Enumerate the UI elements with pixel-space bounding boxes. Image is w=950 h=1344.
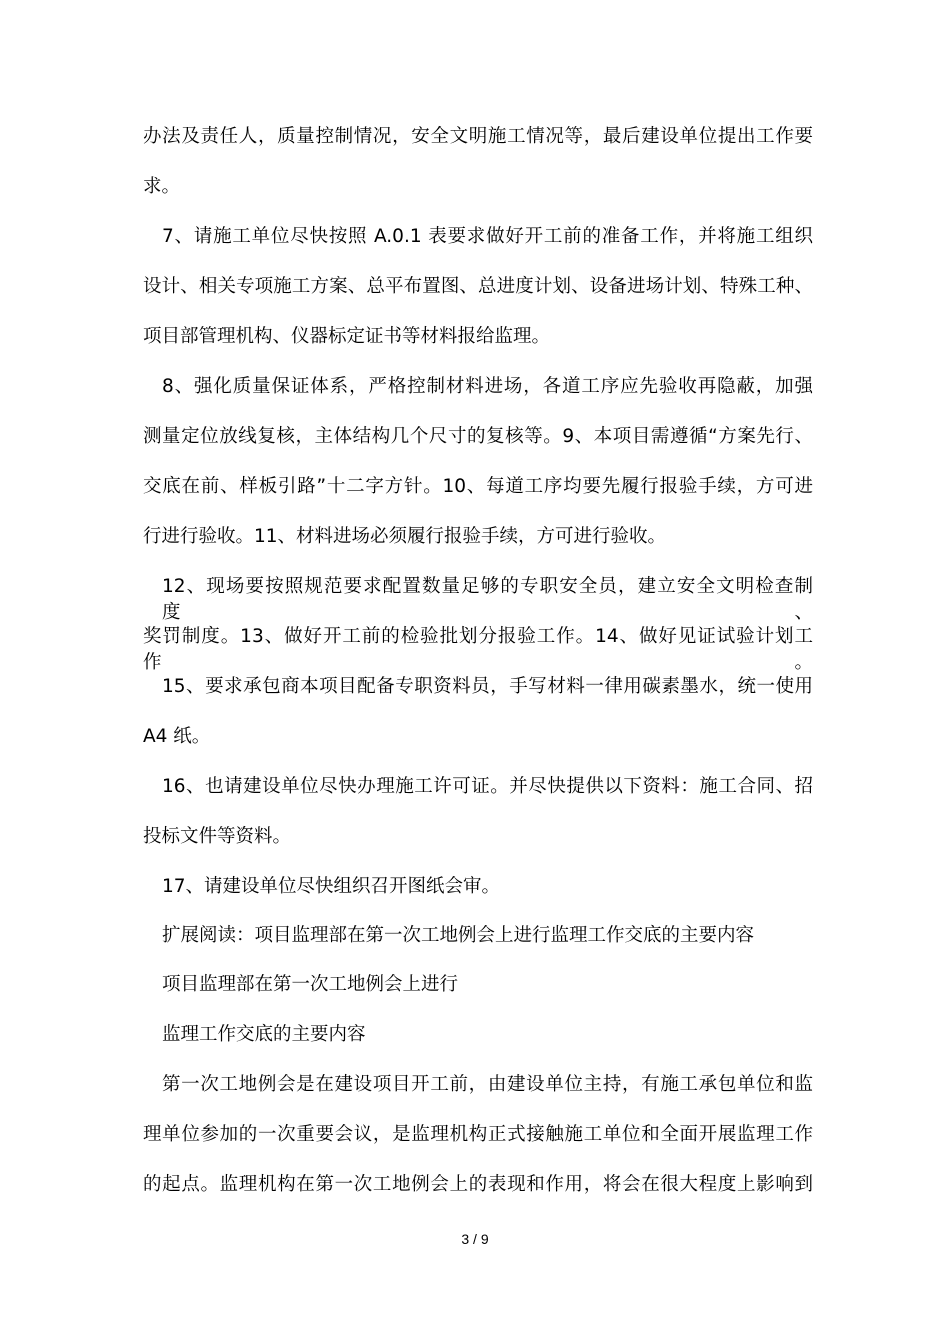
text-line: 投标文件等资料。 [143,826,292,847]
text-line: 第一次工地例会是在建设项目开工前，由建设单位主持，有施工承包单位和监 [162,1074,813,1095]
text-line: 办法及责任人，质量控制情况，安全文明施工情况等，最后建设单位提出工作要 [143,126,813,147]
text-line: 8、强化质量保证体系，严格控制材料进场，各道工序应先验收再隐蔽，加强 [162,376,813,397]
text-line: 16、也请建设单位尽快办理施工许可证。并尽快提供以下资料：施工合同、招 [162,776,813,797]
text-line: 监理工作交底的主要内容 [162,1024,366,1045]
text-line: 设计、相关专项施工方案、总平布置图、总进度计划、设备进场计划、特殊工种、 [143,276,813,297]
text-line: 7、请施工单位尽快按照 A.0.1 表要求做好开工前的准备工作，并将施工组织 [162,226,813,247]
page-number: 3 / 9 [461,1231,489,1247]
text-line: 奖罚制度。13、做好开工前的检验批划分报验工作。14、做好见证试验计划工作。 [143,626,813,673]
text-line: A4 纸。 [143,726,211,747]
text-line: 扩展阅读：项目监理部在第一次工地例会上进行监理工作交底的主要内容 [162,925,755,946]
text-line: 项目部管理机构、仪器标定证书等材料报给监理。 [143,326,551,347]
text-line: 的起点。监理机构在第一次工地例会上的表现和作用，将会在很大程度上影响到 [143,1174,813,1195]
text-line: 交底在前、样板引路”十二字方针。10、每道工序均要先履行报验手续，方可进 [143,476,813,497]
text-line: 测量定位放线复核，主体结构几个尺寸的复核等。9、本项目需遵循“方案先行、 [143,426,813,447]
text-line: 行进行验收。11、材料进场必须履行报验手续，方可进行验收。 [143,526,667,547]
text-line: 12、现场要按照规范要求配置数量足够的专职安全员，建立安全文明检查制度、 [162,576,813,623]
text-line: 17、请建设单位尽快组织召开图纸会审。 [162,876,501,897]
text-line: 项目监理部在第一次工地例会上进行 [162,974,459,995]
text-line: 求。 [143,176,181,197]
text-line: 理单位参加的一次重要会议，是监理机构正式接触施工单位和全面开展监理工作 [143,1124,813,1145]
text-line: 15、要求承包商本项目配备专职资料员，手写材料一律用碳素墨水，统一使用 [162,676,813,697]
